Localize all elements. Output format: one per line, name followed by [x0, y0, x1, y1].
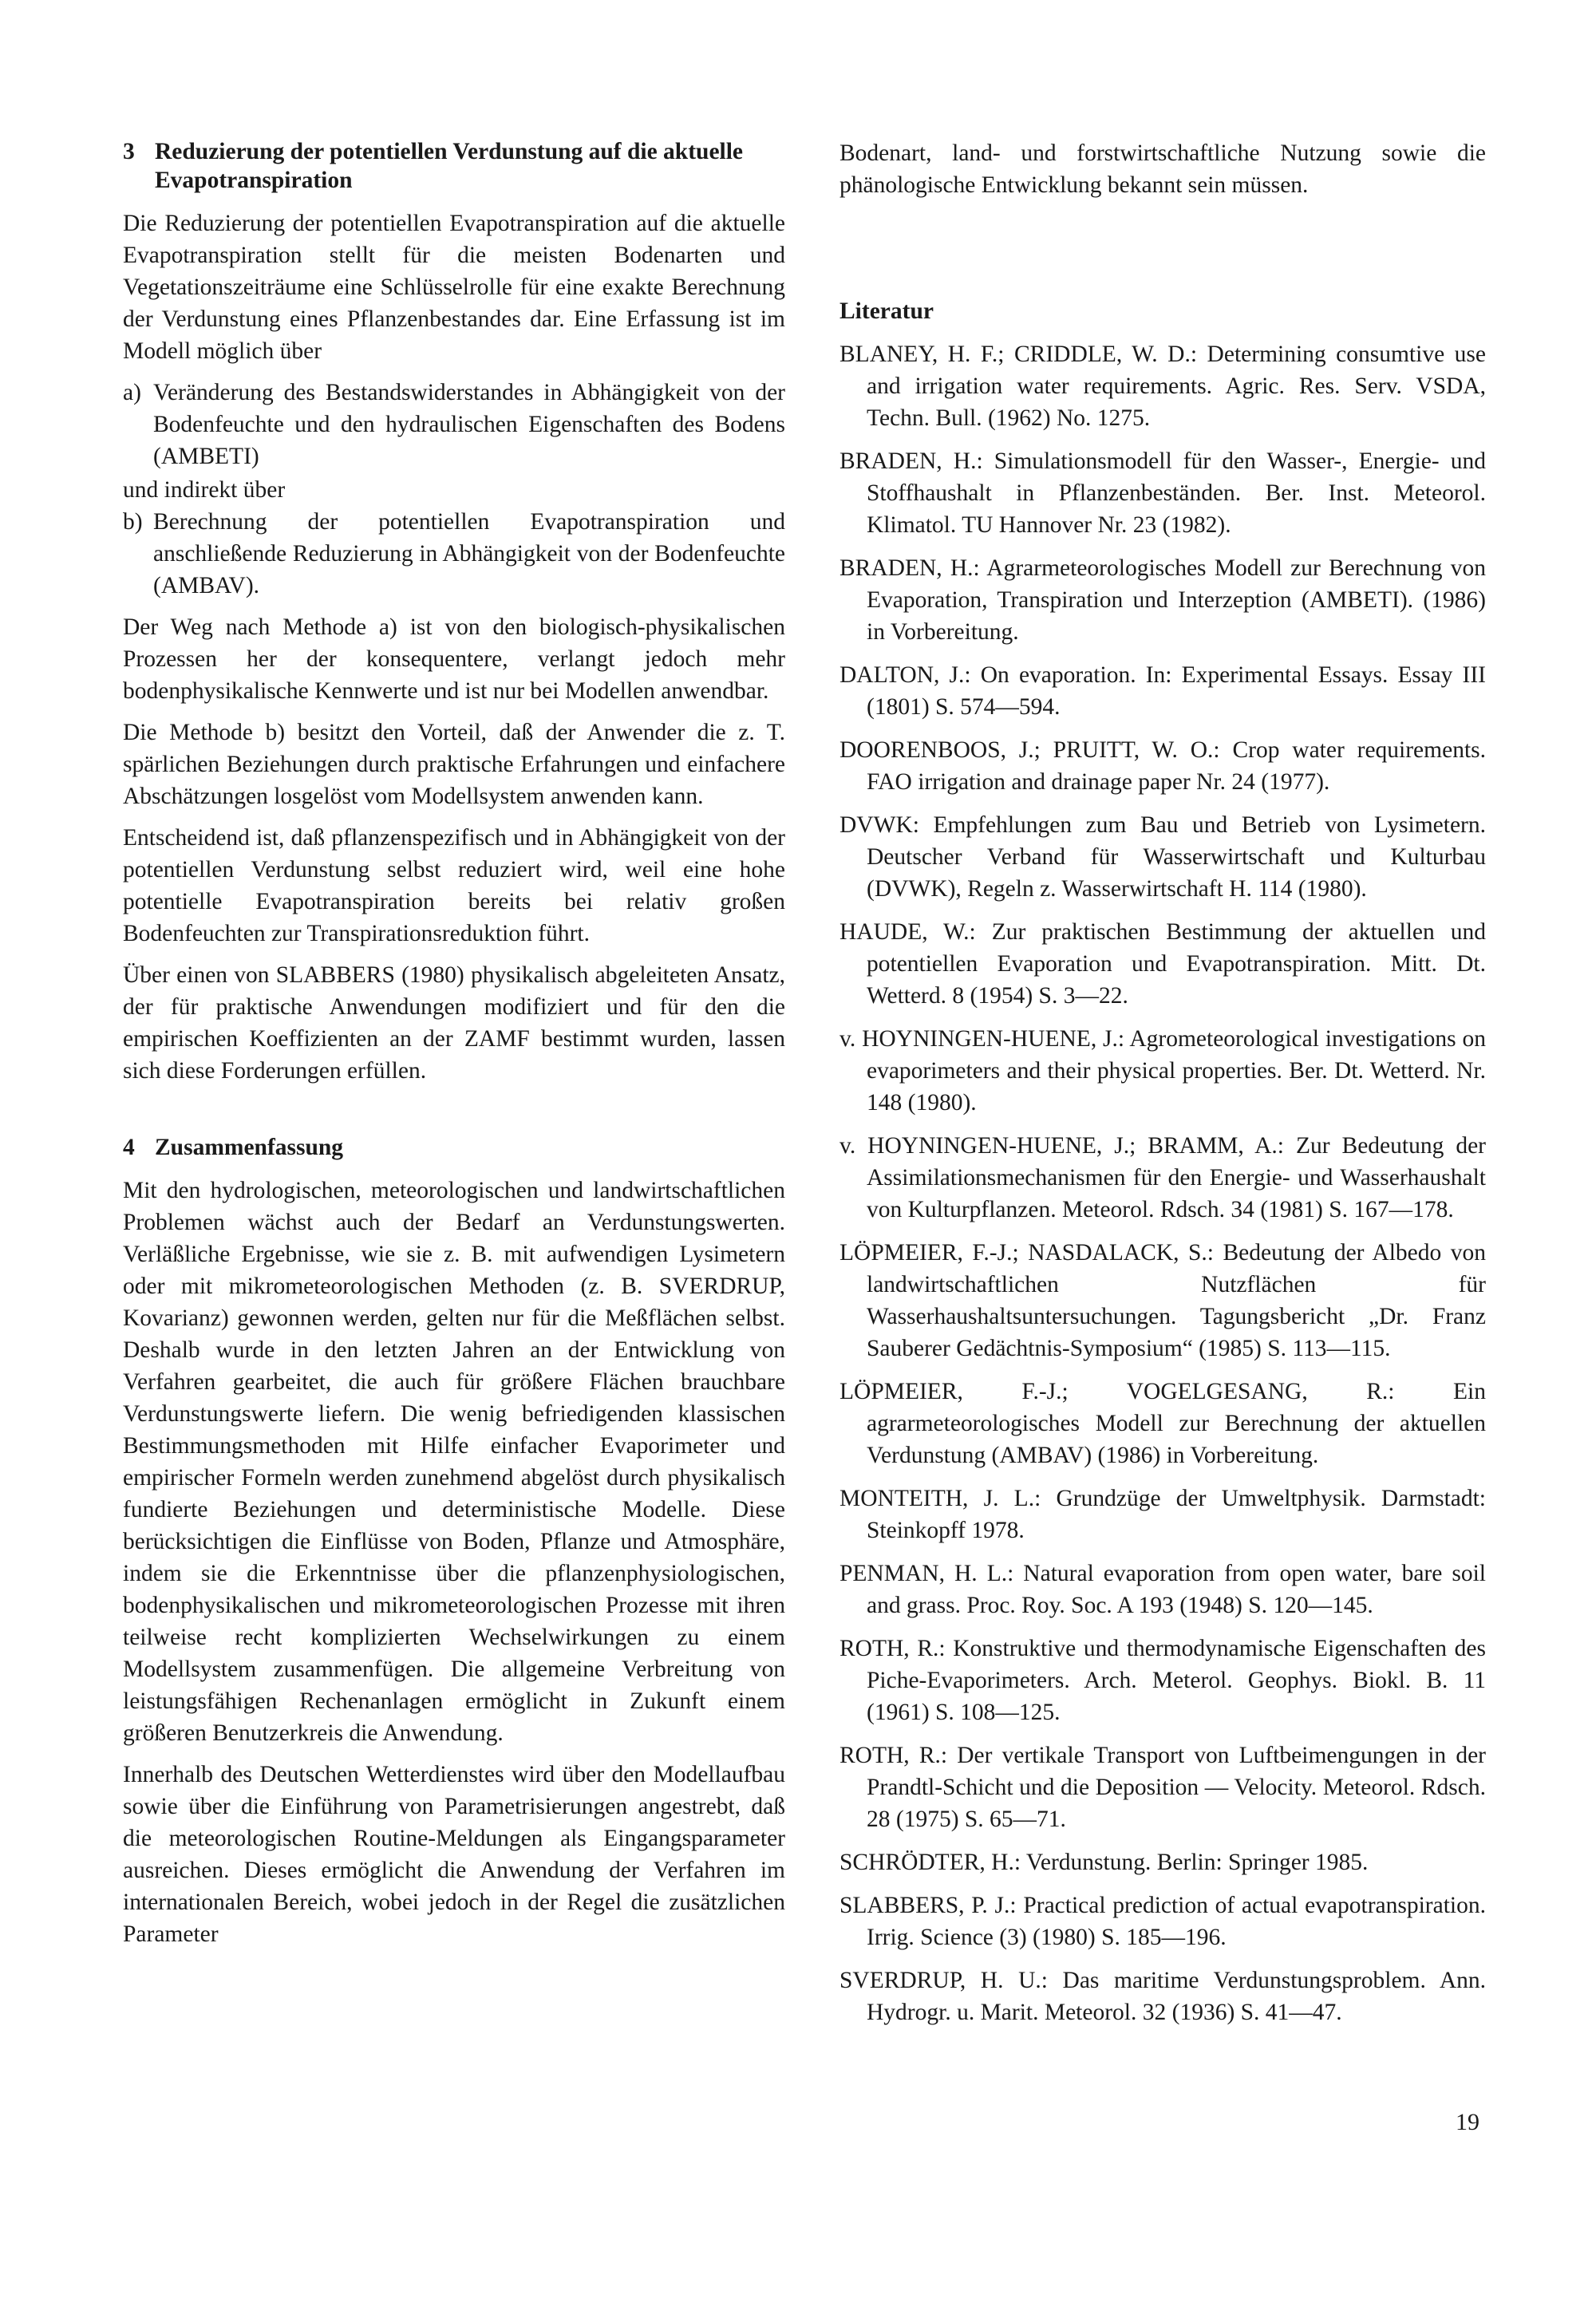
reference-entry: LÖPMEIER, F.-J.; NASDALACK, S.: Bedeutung der Albedo von landwirtschaftlichen Nutzflächen für Wasserhaushaltsuntersuchungen. Tagungsbericht „Dr. Franz Sauberer Gedächtnis-Symposium“ (1985) S. 113—115.: [839, 1240, 1486, 1361]
section-3-title: Reduzierung der potentiellen Verdunstung auf die aktuelle Evapotranspiration: [155, 139, 744, 193]
section-3-paragraph-2: Der Weg nach Methode a) ist von den biologisch-physikalischen Prozessen her der konsequentere, verlangt jedoch mehr bodenphysikalische Kennwerte und ist nur bei Modellen anwendbar.: [123, 614, 785, 704]
section-spacer: [123, 1096, 785, 1133]
reference-entry: DOORENBOOS, J.; PRUITT, W. O.: Crop water requirements. FAO irrigation and drainage paper Nr. 24 (1977).: [839, 737, 1486, 795]
reference-entry: SVERDRUP, H. U.: Das maritime Verdunstungsproblem. Ann. Hydrogr. u. Marit. Meteorol. 32 (1936) S. 41—47.: [839, 1968, 1486, 2025]
reference-entry: LÖPMEIER, F.-J.; VOGELGESANG, R.: Ein agrarmeteorologisches Modell zur Berechnung der aktuellen Verdunstung (AMBAV) (1986) in Vorbereitung.: [839, 1379, 1486, 1468]
section-4-paragraph-1: Mit den hydrologischen, meteorologischen und landwirtschaftlichen Problemen wächst auch der Bedarf an Verdunstungswerten. Verläßliche Ergebnisse, wie sie z. B. mit aufwendigen Lysimetern oder mit mikrometeorologischen Methoden (z. B. SVERDRUP, Kovarianz) gewonnen werden, gelten nur für die Meßflächen selbst. Deshalb wurde in den letzten Jahren an der Entwicklung von Verfahren gearbeitet, die auch für größere Flächen brauchbare Verdunstungswerte liefern. Die wenig befriedigenden klassischen Bestimmungsmethoden mit Hilfe einfacher Evaporimeter und empirischer Formeln werden zunehmend abgelöst durch physikalisch fundierte Beziehungen und deterministische Modelle. Diese berücksichtigen die Einflüsse von Boden, Pflanze und Atmosphäre, indem sie die Erkenntnisse über die pflanzenphysiologischen, bodenphysikalischen und mikrometeorologischen Prozesse mit ihren teilweise recht komplizierten Wechselwirkungen zu einem Modellsystem zusammenfügen. Die allgemeine Verbreitung von leistungsfähigen Rechenanlagen ermöglicht in Zukunft einem größeren Benutzerkreis die Anwendung.: [123, 1178, 785, 1746]
reference-entry: BRADEN, H.: Simulationsmodell für den Wasser-, Energie- und Stoffhaushalt in Pflanzenbeständen. Ber. Inst. Meteorol. Klimatol. TU Hannover Nr. 23 (1982).: [839, 448, 1486, 538]
section-3-paragraph-3: Die Methode b) besitzt den Vorteil, daß der Anwender die z. T. spärlichen Beziehungen durch praktische Erfahrungen und einfachere Abschätzungen losgelöst vom Modellsystem anwenden kann.: [123, 720, 785, 809]
section-3-paragraph-1: Die Reduzierung der potentiellen Evapotranspiration auf die aktuelle Evapotranspiration stellt für die meisten Bodenarten und Vegetationszeiträume eine Schlüsselrolle für eine exakte Berechnung der Verdunstung eines Pflanzenbestandes dar. Eine Erfassung ist im Modell möglich über: [123, 211, 785, 364]
method-item-b-text: Berechnung der potentiellen Evapotranspiration und anschließende Reduzierung in Abhängigkeit von der Bodenfeuchte (AMBAV).: [153, 509, 785, 598]
reference-entry: v. HOYNINGEN-HUENE, J.: Agrometeorological investigations on evaporimeters and their physical properties. Ber. Dt. Wetterd. Nr. 148 (1980).: [839, 1026, 1486, 1116]
section-4-heading: [123, 1133, 785, 1162]
section-4-title: Zusammenfassung: [155, 1135, 344, 1160]
section-4-paragraph-2: Innerhalb des Deutschen Wetterdienstes wird über den Modellaufbau sowie über die Einführung von Parametrisierungen angestrebt, daß die meteorologischen Routine-Meldungen als Eingangsparameter ausreichen. Dieses ermöglicht die Anwendung der Verfahren im internationalen Bereich, wobei jedoch in der Regel die zusätzlichen Parameter: [123, 1762, 785, 1947]
reference-entry: DALTON, J.: On evaporation. In: Experimental Essays. Essay III (1801) S. 574—594.: [839, 662, 1486, 720]
reference-entry: DVWK: Empfehlungen zum Bau und Betrieb von Lysimetern. Deutscher Verband für Wasserwirtschaft und Kulturbau (DVWK), Regeln z. Wasserwirtschaft H. 114 (1980).: [839, 812, 1486, 902]
method-list-b: [123, 506, 785, 602]
reference-list: [839, 338, 1486, 2028]
section-3-paragraph-5: Über einen von SLABBERS (1980) physikalisch abgeleiteten Ansatz, der für praktische Anwendungen modifiziert und für den die empirischen Koeffizienten an der ZAMF bestimmt wurden, lassen sich diese Forderungen erfüllen.: [123, 962, 785, 1084]
page-number: 19: [1456, 2109, 1479, 2135]
reference-entry: v. HOYNINGEN-HUENE, J.; BRAMM, A.: Zur Bedeutung der Assimilationsmechanismen für den Energie- und Wasserhaushalt von Kulturpflanzen. Meteorol. Rdsch. 34 (1981) S. 167—178.: [839, 1133, 1486, 1222]
reference-entry: ROTH, R.: Der vertikale Transport von Luftbeimengungen in der Prandtl-Schicht und die Deposition — Velocity. Meteorol. Rdsch. 28 (1975) S. 65—71.: [839, 1743, 1486, 1832]
method-interjection: und indirekt über: [123, 477, 286, 503]
literature-heading: Literatur: [839, 298, 934, 324]
reference-entry: HAUDE, W.: Zur praktischen Bestimmung der aktuellen und potentiellen Evaporation und Evapotranspiration. Mitt. Dt. Wetterd. 8 (1954) S. 3—22.: [839, 919, 1486, 1009]
section-4-number: 4: [123, 1135, 135, 1160]
reference-entry: BLANEY, H. F.; CRIDDLE, W. D.: Determining consumtive use and irrigation water requirements. Agric. Res. Serv. VSDA, Techn. Bull. (1962) No. 1275.: [839, 342, 1486, 431]
section-3-paragraph-4: Entscheidend ist, daß pflanzenspezifisch und in Abhängigkeit von der potentiellen Verdunstung selbst reduziert wird, weil eine hohe potentielle Evapotranspiration bereits bei relativ großen Bodenfeuchten zur Transpirationsreduktion führt.: [123, 825, 785, 946]
method-item-a: [123, 377, 785, 472]
section-3-heading: [123, 137, 785, 195]
section-3-number: 3: [123, 139, 135, 164]
reference-entry: ROTH, R.: Konstruktive und thermodynamische Eigenschaften des Piche-Evaporimeters. Arch. Meterol. Geophys. Biokl. B. 11 (1961) S. 108—125.: [839, 1636, 1486, 1725]
reference-entry: BRADEN, H.: Agrarmeteorologisches Modell zur Berechnung von Evaporation, Transpiration und Interzeption (AMBETI). (1986) in Vorbereitung.: [839, 555, 1486, 645]
reference-entry: PENMAN, H. L.: Natural evaporation from open water, bare soil and grass. Proc. Roy. Soc. A 193 (1948) S. 120—145.: [839, 1561, 1486, 1618]
reference-entry: SLABBERS, P. J.: Practical prediction of actual evapotranspiration. Irrig. Science (3) (1980) S. 185—196.: [839, 1893, 1486, 1950]
left-column: [123, 137, 785, 1960]
continuation-paragraph: Bodenart, land- und forstwirtschaftliche Nutzung sowie die phänologische Entwicklung bekannt sein müssen.: [839, 140, 1486, 198]
reference-entry: MONTEITH, J. L.: Grundzüge der Umweltphysik. Darmstadt: Steinkopff 1978.: [839, 1486, 1486, 1543]
method-item-b: [123, 506, 785, 602]
right-column: [839, 137, 1486, 2040]
reference-entry: SCHRÖDTER, H.: Verdunstung. Berlin: Springer 1985.: [839, 1850, 1369, 1875]
method-list: [123, 377, 785, 472]
method-item-a-label: a): [123, 380, 141, 405]
method-item-b-label: b): [123, 509, 143, 535]
method-item-a-text: Veränderung des Bestandswiderstandes in Abhängigkeit von der Bodenfeuchte und den hydraulischen Eigenschaften des Bodens (AMBETI): [153, 380, 785, 469]
